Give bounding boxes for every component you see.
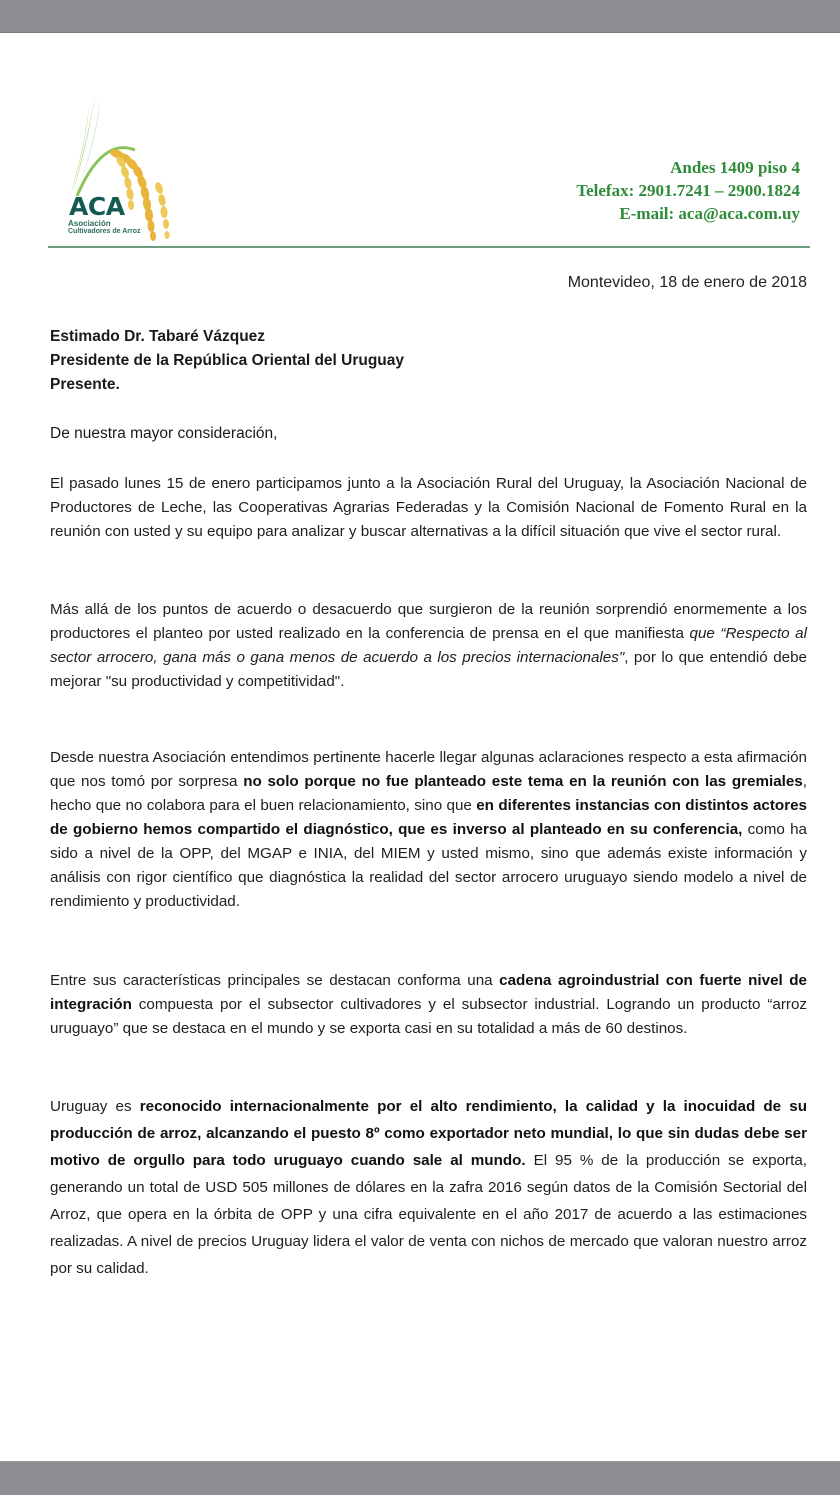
bottom-frame-bar <box>0 1461 840 1495</box>
logo-acronym: ACA <box>69 192 125 221</box>
paragraph-3-text-b: , hecho que no colabora para el buen relacionamiento, sino que <box>50 773 807 814</box>
paragraph-3-bold-1: no solo porque no fue planteado este tema en la reunión con las gremiales <box>243 773 803 790</box>
paragraph-5 <box>50 1093 807 1282</box>
paragraph-2-text-a: Más allá de los puntos de acuerdo o desacuerdo que surgieron de la reunión sorprendió enormemente a los productores el planteo por usted realizado en la conferencia de prensa en el que manifiesta <box>50 601 807 642</box>
addressee-presente: Presente. <box>50 376 120 393</box>
addressee-block <box>50 325 404 397</box>
paragraph-3-text-a: Desde nuestra Asociación entendimos pertinente hacerle llegar algunas aclaraciones respecto a esta afirmación que nos tomó por sorpresa <box>50 749 807 790</box>
paragraph-1-text: El pasado lunes 15 de enero participamos junto a la Asociación Rural del Uruguay, la Asociación Nacional de Productores de Leche, las Cooperativas Agrarias Federadas y la Comisión Nacional de Fomento Rural en la reunión con usted y su equipo para analizar y buscar alternativas a la difícil situación que vive el sector rural. <box>50 475 807 540</box>
email-line: E-mail: aca@aca.com.uy <box>619 204 800 223</box>
paragraph-4-bold-1: cadena agroindustrial con fuerte nivel de integración <box>50 972 807 1013</box>
paragraph-5-text-b: El 95 % de la producción se exporta, generando un total de USD 505 millones de dólares en la zafra 2016 según datos de la Comisión Sectorial del Arroz, que opera en la órbita de OPP y una cifra equivalente en el año 2017 de acuerdo a las estimaciones realizadas. A nivel de precios Uruguay lidera el valor de venta con nichos de mercado que valoran nuestro arroz por su calidad. <box>50 1152 807 1277</box>
aca-logo <box>55 92 185 244</box>
contact-block <box>576 156 800 225</box>
telefax-line: Telefax: 2901.7241 – 2900.1824 <box>576 181 800 200</box>
paragraph-2 <box>50 598 807 694</box>
paragraph-5-bold-1: reconocido internacionalmente por el alto rendimiento, la calidad y la inocuidad de su producción de arroz, alcanzando el puesto 8º como exportador neto mundial, lo que sin dudas debe ser motivo de orgullo para todo uruguayo cuando sale al mundo. <box>50 1098 807 1169</box>
addressee-title: Presidente de la República Oriental del Uruguay <box>50 352 405 369</box>
address-line: Andes 1409 piso 4 <box>670 158 800 177</box>
paragraph-3-text-c: como ha sido a nivel de la OPP, del MGAP e INIA, del MIEM y usted mismo, sino que además existe información y análisis con rigor científico que diagnóstica la realidad del sector arrocero uruguayo siendo modelo a nivel de rendimiento y productividad. <box>50 821 807 910</box>
letterhead-divider <box>48 246 810 248</box>
addressee-name: Estimado Dr. Tabaré Vázquez <box>50 328 266 345</box>
paragraph-3-bold-2: en diferentes instancias con distintos actores de gobierno hemos compartido el diagnóstico, que es inverso al planteado en su conferencia, <box>50 797 807 838</box>
logo-subtitle-2: Cultivadores de Arroz <box>68 228 141 235</box>
paragraph-4 <box>50 969 807 1041</box>
top-frame-bar <box>0 0 840 33</box>
paragraph-3 <box>50 746 807 914</box>
paragraph-1 <box>50 472 807 544</box>
letter-date: Montevideo, 18 de enero de 2018 <box>567 274 807 291</box>
logo-subtitle-1: Asociación <box>68 219 111 228</box>
paragraph-5-text-a: Uruguay es <box>50 1098 140 1115</box>
paragraph-2-text-b: , por lo que entendió debe mejorar "su productividad y competitividad". <box>50 649 807 690</box>
paragraph-4-text-b: compuesta por el subsector cultivadores y el subsector industrial. Logrando un producto “arroz uruguayo” que se destaca en el mundo y se exporta casi en su totalidad a más de 60 destinos. <box>50 996 807 1037</box>
salutation: De nuestra mayor consideración, <box>50 425 278 442</box>
paragraph-2-quote: que “Respecto al sector arrocero, gana más o gana menos de acuerdo a los precios internacionales" <box>50 625 807 666</box>
paragraph-4-text-a: Entre sus características principales se destacan conforma una <box>50 972 500 989</box>
